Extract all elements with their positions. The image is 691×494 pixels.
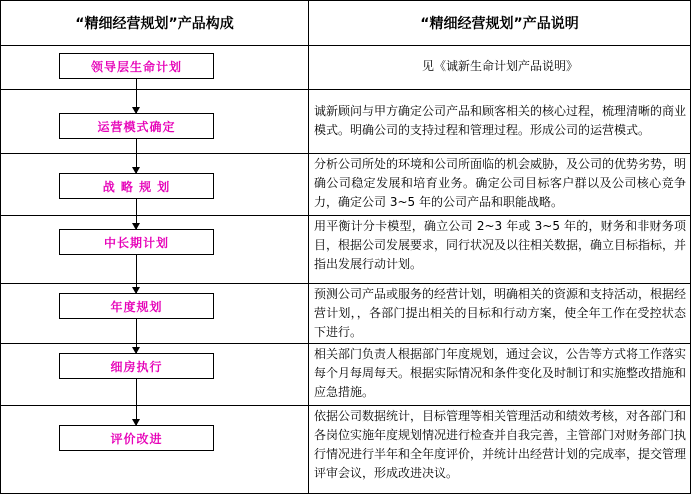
stage-annual-plan: 年度规划 <box>59 293 214 319</box>
description-execution: 相关部门负责人根据部门年度规划，通过会议，公告等方式将工作落实每个月每周每天。根据实际情况和条件变化及时制订和实施整改措施和应急措施。 <box>314 347 687 399</box>
header-composition: “精细经营规划”产品构成 <box>75 16 234 32</box>
flow-arrow <box>136 139 137 173</box>
stage-execution: 细房执行 <box>59 353 214 379</box>
row-divider <box>1 45 690 46</box>
description-annual-plan: 预测公司产品或服务的经营计划，明确相关的资源和支持活动，根据经营计划，，各部门提出相关的目标和行动方案，使全年工作在受控状态下进行。 <box>314 287 687 339</box>
stage-evaluation-improvement: 评价改进 <box>59 425 214 451</box>
stage-operating-model: 运营模式确定 <box>59 113 214 139</box>
row-divider <box>1 343 690 344</box>
description-mid-long-term-plan: 用平衡计分卡模型，确立公司 2~3 年或 3~5 年的，财务和非财务项目，根据公司发展要求，同行状况及以往相关数据，确立目标指标，并指出发展行动计划。 <box>314 219 687 271</box>
column-divider <box>308 1 309 493</box>
row-divider <box>1 283 690 284</box>
description-strategic-planning: 分析公司所处的环境和公司所面临的机会威胁，及公司的优势劣势，明确公司稳定发展和培育业务。确定公司目标客户群以及公司核心竞争力，确定公司 3~5 年的公司产品和职能战略。 <box>314 157 687 209</box>
row-divider <box>1 215 690 216</box>
description-operating-model: 诚新顾问与甲方确定公司产品和顾客相关的核心过程，梳理清晰的商业模式。明确公司的支持过程和管理过程。形成公司的运营模式。 <box>314 104 687 137</box>
flow-arrow <box>136 199 137 229</box>
row-divider <box>1 153 690 154</box>
flow-arrow <box>136 319 137 353</box>
stage-strategic-planning: 战 略 规 划 <box>59 173 214 199</box>
stage-mid-long-term-plan: 中长期计划 <box>59 229 214 255</box>
flow-arrow <box>136 255 137 293</box>
row-divider <box>1 405 690 406</box>
description-evaluation-improvement: 依据公司数据统计，目标管理等相关管理活动和绩效考核，对各部门和各岗位实施年度规划情况进行检查并自我完善，主管部门对财务部门执行情况进行半年和全年度评价，并统计出经营计划的完成率，提交管理评审会议，形成改进决议。 <box>314 409 687 480</box>
stage-leadership-life-plan: 领导层生命计划 <box>59 53 214 79</box>
header-description: “精细经营规划”产品说明 <box>420 16 579 32</box>
flow-arrow <box>136 79 137 113</box>
flow-arrow <box>136 379 137 425</box>
row-divider <box>1 89 690 90</box>
description-leadership-life-plan: 见《诚新生命计划产品说明》 <box>421 59 578 73</box>
